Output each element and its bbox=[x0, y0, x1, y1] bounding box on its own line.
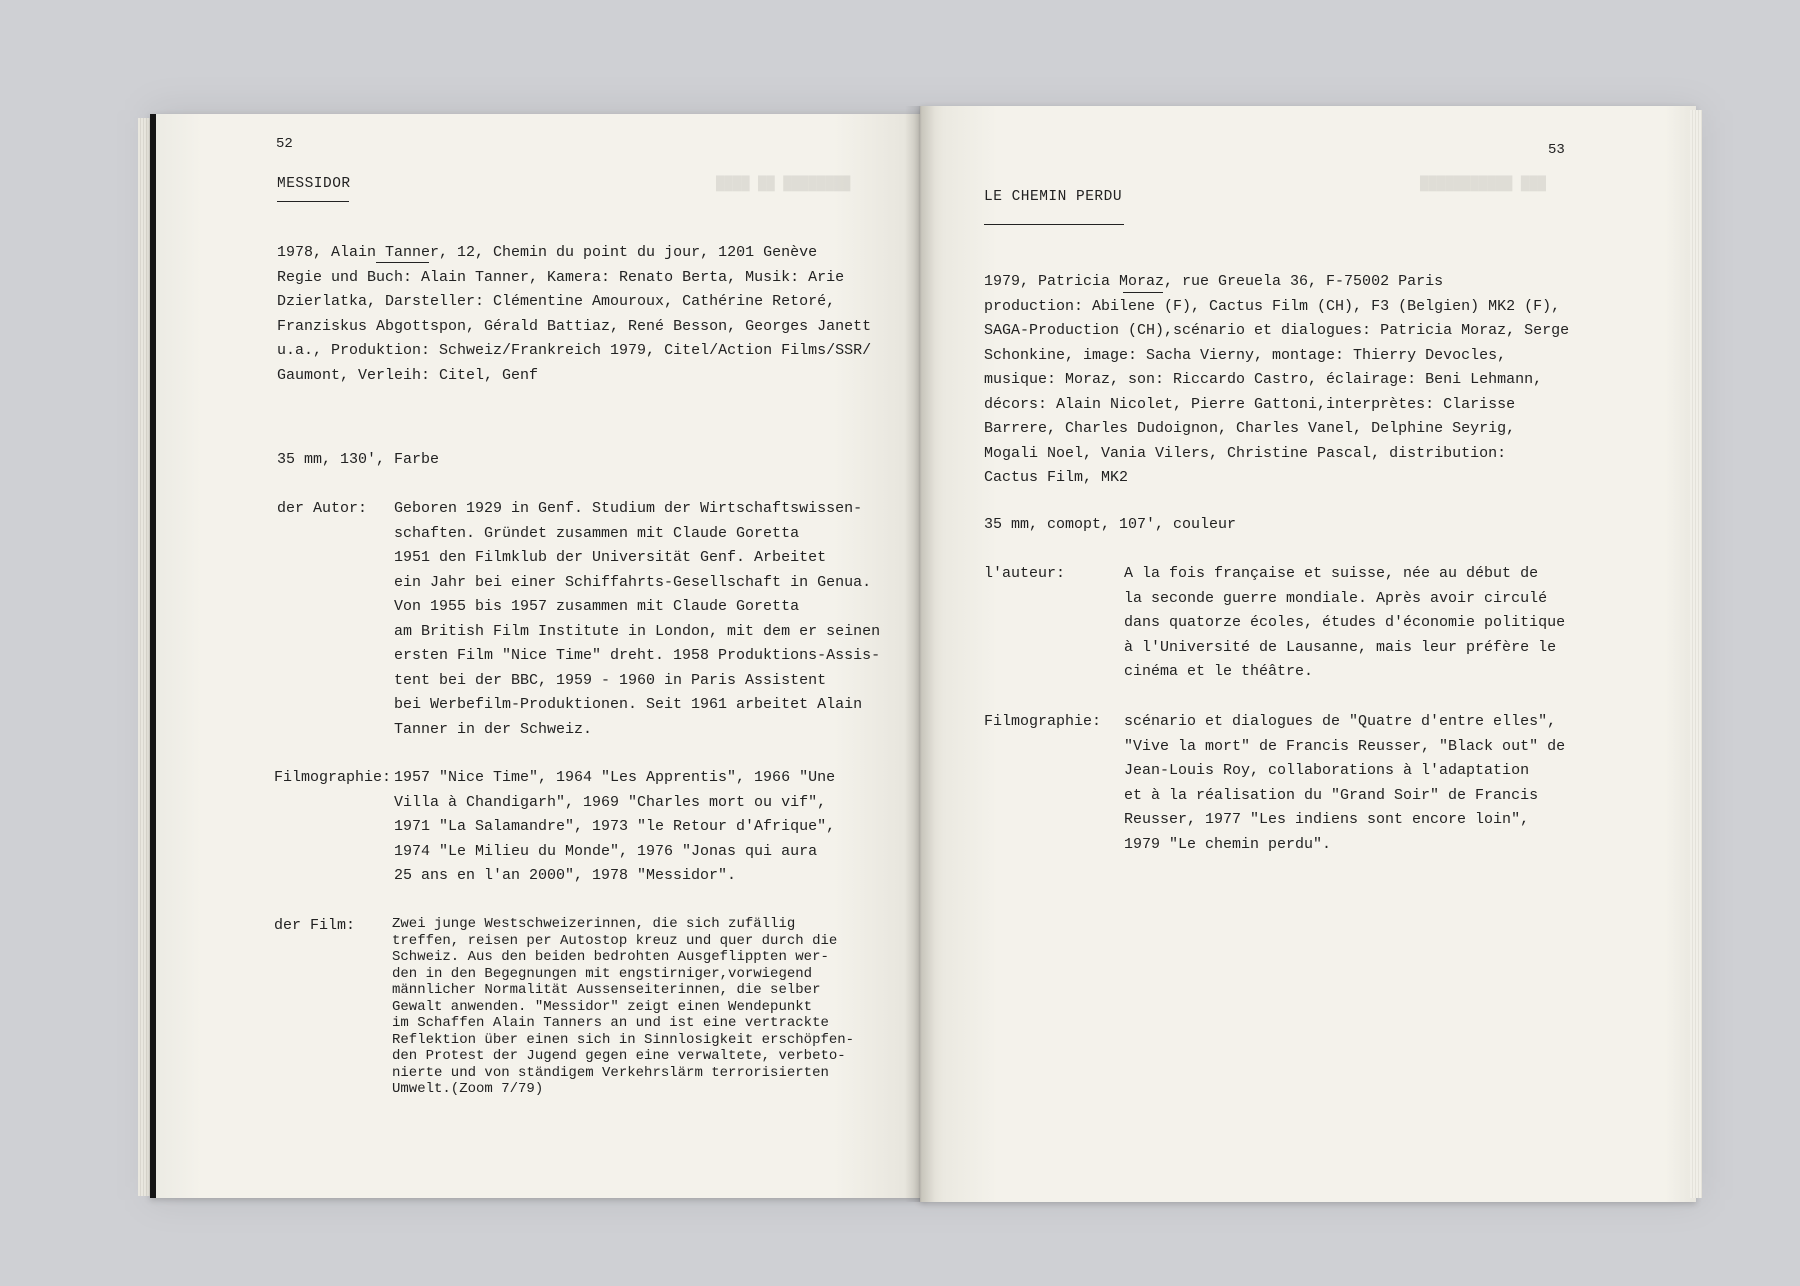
text-line: 25 ans en l'an 2000", 1978 "Messidor". bbox=[394, 867, 737, 884]
text-line: tent bei der BBC, 1959 - 1960 in Paris Assistent bbox=[394, 671, 827, 689]
text-line: Geboren 1929 in Genf. Studium der Wirtschaftswissen- bbox=[394, 500, 863, 517]
text-line: Tanner in der Schweiz. bbox=[394, 720, 593, 738]
header-line: Schonkine, image: Sacha Vierny, montage: Thierry Devocles, bbox=[984, 346, 1507, 364]
text-line: Von 1955 bis 1957 zusammen mit Claude Goretta bbox=[394, 598, 800, 615]
text-line: im Schaffen Alain Tanners an und ist eine vertrackte bbox=[392, 1015, 829, 1031]
header-line: Cactus Film, MK2 bbox=[984, 469, 1129, 486]
right-page-edges bbox=[1690, 110, 1702, 1198]
text-line: Gewalt anwenden. "Messidor" zeigt einen Wendepunkt bbox=[392, 998, 813, 1015]
header-line: décors: Alain Nicolet, Pierre Gattoni,interprètes: Clarisse bbox=[984, 395, 1516, 413]
text-line: Reflektion über einen sich in Sinnlosigkeit erschöpfen- bbox=[392, 1031, 855, 1048]
right-format: 35 mm, comopt, 107', couleur bbox=[984, 516, 1237, 533]
section-label-filmographie: Filmographie: bbox=[274, 769, 392, 786]
text-line: 1979 "Le chemin perdu". bbox=[1124, 835, 1332, 853]
section-body-filmographie bbox=[394, 766, 835, 889]
text-line: "Vive la mort" de Francis Reusser, "Black out" de bbox=[1124, 737, 1566, 755]
header-line: musique: Moraz, son: Riccardo Castro, éclairage: Beni Lehmann, bbox=[984, 371, 1543, 388]
header-line: SAGA-Production (CH),scénario et dialogues: Patricia Moraz, Serge bbox=[984, 322, 1570, 339]
header-line: Barrere, Charles Dudoignon, Charles Vanel, Delphine Seyrig, bbox=[984, 420, 1516, 437]
text-line: à l'Université de Lausanne, mais leur préfère le bbox=[1124, 638, 1557, 656]
section-label-filmographie-fr: Filmographie: bbox=[984, 713, 1102, 730]
handwritten-underline bbox=[1123, 292, 1163, 293]
show-through-text: ████████ ██ ████ bbox=[716, 176, 851, 192]
section-body-autor bbox=[394, 497, 880, 742]
section-body-auteur bbox=[1124, 562, 1565, 685]
section-label-auteur: l'auteur: bbox=[984, 565, 1066, 582]
header-line: Mogali Noel, Vania Vilers, Christine Pascal, distribution: bbox=[984, 444, 1507, 462]
text-line: 1971 "La Salamandre", 1973 "le Retour d'Afrique", bbox=[394, 818, 836, 835]
right-page-number: 53 bbox=[1548, 142, 1565, 158]
text-line: treffen, reisen per Autostop kreuz und quer durch die bbox=[392, 932, 838, 949]
left-page-number: 52 bbox=[276, 136, 293, 152]
right-title-rule bbox=[984, 224, 1124, 225]
text-line: schaften. Gründet zusammen mit Claude Goretta bbox=[394, 524, 800, 542]
left-header-block bbox=[277, 241, 871, 388]
text-line: Zwei junge Westschweizerinnen, die sich zufällig bbox=[392, 916, 796, 932]
text-line: den in den Begegnungen mit engstirniger,vorwiegend bbox=[392, 965, 813, 982]
text-line: 1957 "Nice Time", 1964 "Les Apprentis", 1966 "Une bbox=[394, 769, 836, 786]
handwritten-underline bbox=[376, 262, 429, 263]
left-page-title: MESSIDOR bbox=[277, 176, 351, 192]
text-line: la seconde guerre mondiale. Après avoir circulé bbox=[1124, 589, 1548, 607]
text-line: ersten Film "Nice Time" dreht. 1958 Produktions-Assis- bbox=[394, 647, 881, 664]
text-line: 1974 "Le Milieu du Monde", 1976 "Jonas qui aura bbox=[394, 842, 818, 860]
text-line: Umwelt.(Zoom 7/79) bbox=[392, 1081, 544, 1097]
right-page-title: LE CHEMIN PERDU bbox=[984, 189, 1123, 205]
text-line: cinéma et le théâtre. bbox=[1124, 663, 1314, 680]
text-line: Villa à Chandigarh", 1969 "Charles mort ou vif", bbox=[394, 793, 827, 811]
header-line: production: Abilene (F), Cactus Film (CH), F3 (Belgien) MK2 (F), bbox=[984, 297, 1561, 315]
text-line: bei Werbefilm-Produktionen. Seit 1961 arbeitet Alain bbox=[394, 696, 863, 713]
text-line: 1951 den Filmklub der Universität Genf. Arbeitet bbox=[394, 549, 827, 566]
header-line: u.a., Produktion: Schweiz/Frankreich 1979, Citel/Action Films/SSR/ bbox=[277, 342, 872, 359]
book-gutter bbox=[905, 106, 935, 1202]
text-line: am British Film Institute in London, mit dem er seinen bbox=[394, 622, 881, 640]
header-line: Dzierlatka, Darsteller: Clémentine Amouroux, Cathérine Retoré, bbox=[277, 293, 836, 310]
section-body-filmographie-fr bbox=[1124, 710, 1565, 857]
header-line: Gaumont, Verleih: Citel, Genf bbox=[277, 366, 539, 384]
show-through-text: ███ ███████████ bbox=[1420, 176, 1547, 192]
text-line: ein Jahr bei einer Schiffahrts-Gesellschaft in Genua. bbox=[394, 573, 872, 591]
text-line: den Protest der Jugend gegen eine verwaltete, verbeto- bbox=[392, 1048, 846, 1064]
left-page bbox=[150, 114, 926, 1198]
header-line: Regie und Buch: Alain Tanner, Kamera: Renato Berta, Musik: Arie bbox=[277, 268, 845, 286]
text-line: Schweiz. Aus den beiden bedrohten Ausgeflippten wer- bbox=[392, 949, 829, 965]
text-line: et à la réalisation du "Grand Soir" de Francis bbox=[1124, 786, 1539, 804]
left-title-rule bbox=[277, 201, 349, 202]
text-line: A la fois française et suisse, née au début de bbox=[1124, 565, 1539, 582]
right-header-block bbox=[984, 270, 1569, 491]
text-line: Reusser, 1977 "Les indiens sont encore loin", bbox=[1124, 811, 1530, 828]
right-page bbox=[920, 106, 1696, 1202]
section-body-film bbox=[392, 916, 854, 1098]
left-format: 35 mm, 130', Farbe bbox=[277, 451, 440, 468]
section-label-autor: der Autor: bbox=[277, 500, 368, 517]
header-line: 1979, Patricia Moraz, rue Greuela 36, F-75002 Paris bbox=[984, 273, 1444, 290]
section-label-film: der Film: bbox=[274, 917, 356, 934]
text-line: dans quatorze écoles, études d'économie politique bbox=[1124, 614, 1566, 631]
text-line: scénario et dialogues de "Quatre d'entre elles", bbox=[1124, 713, 1557, 730]
text-line: nierte und von ständigem Verkehrslärm terrorisierten bbox=[392, 1064, 829, 1081]
header-line: 1978, Alain Tanner, 12, Chemin du point du jour, 1201 Genève bbox=[277, 244, 818, 261]
header-line: Franziskus Abgottspon, Gérald Battiaz, René Besson, Georges Janett bbox=[277, 317, 872, 335]
text-line: männlicher Normalität Aussenseiterinnen, die selber bbox=[392, 982, 821, 998]
text-line: Jean-Louis Roy, collaborations à l'adaptation bbox=[1124, 762, 1530, 779]
